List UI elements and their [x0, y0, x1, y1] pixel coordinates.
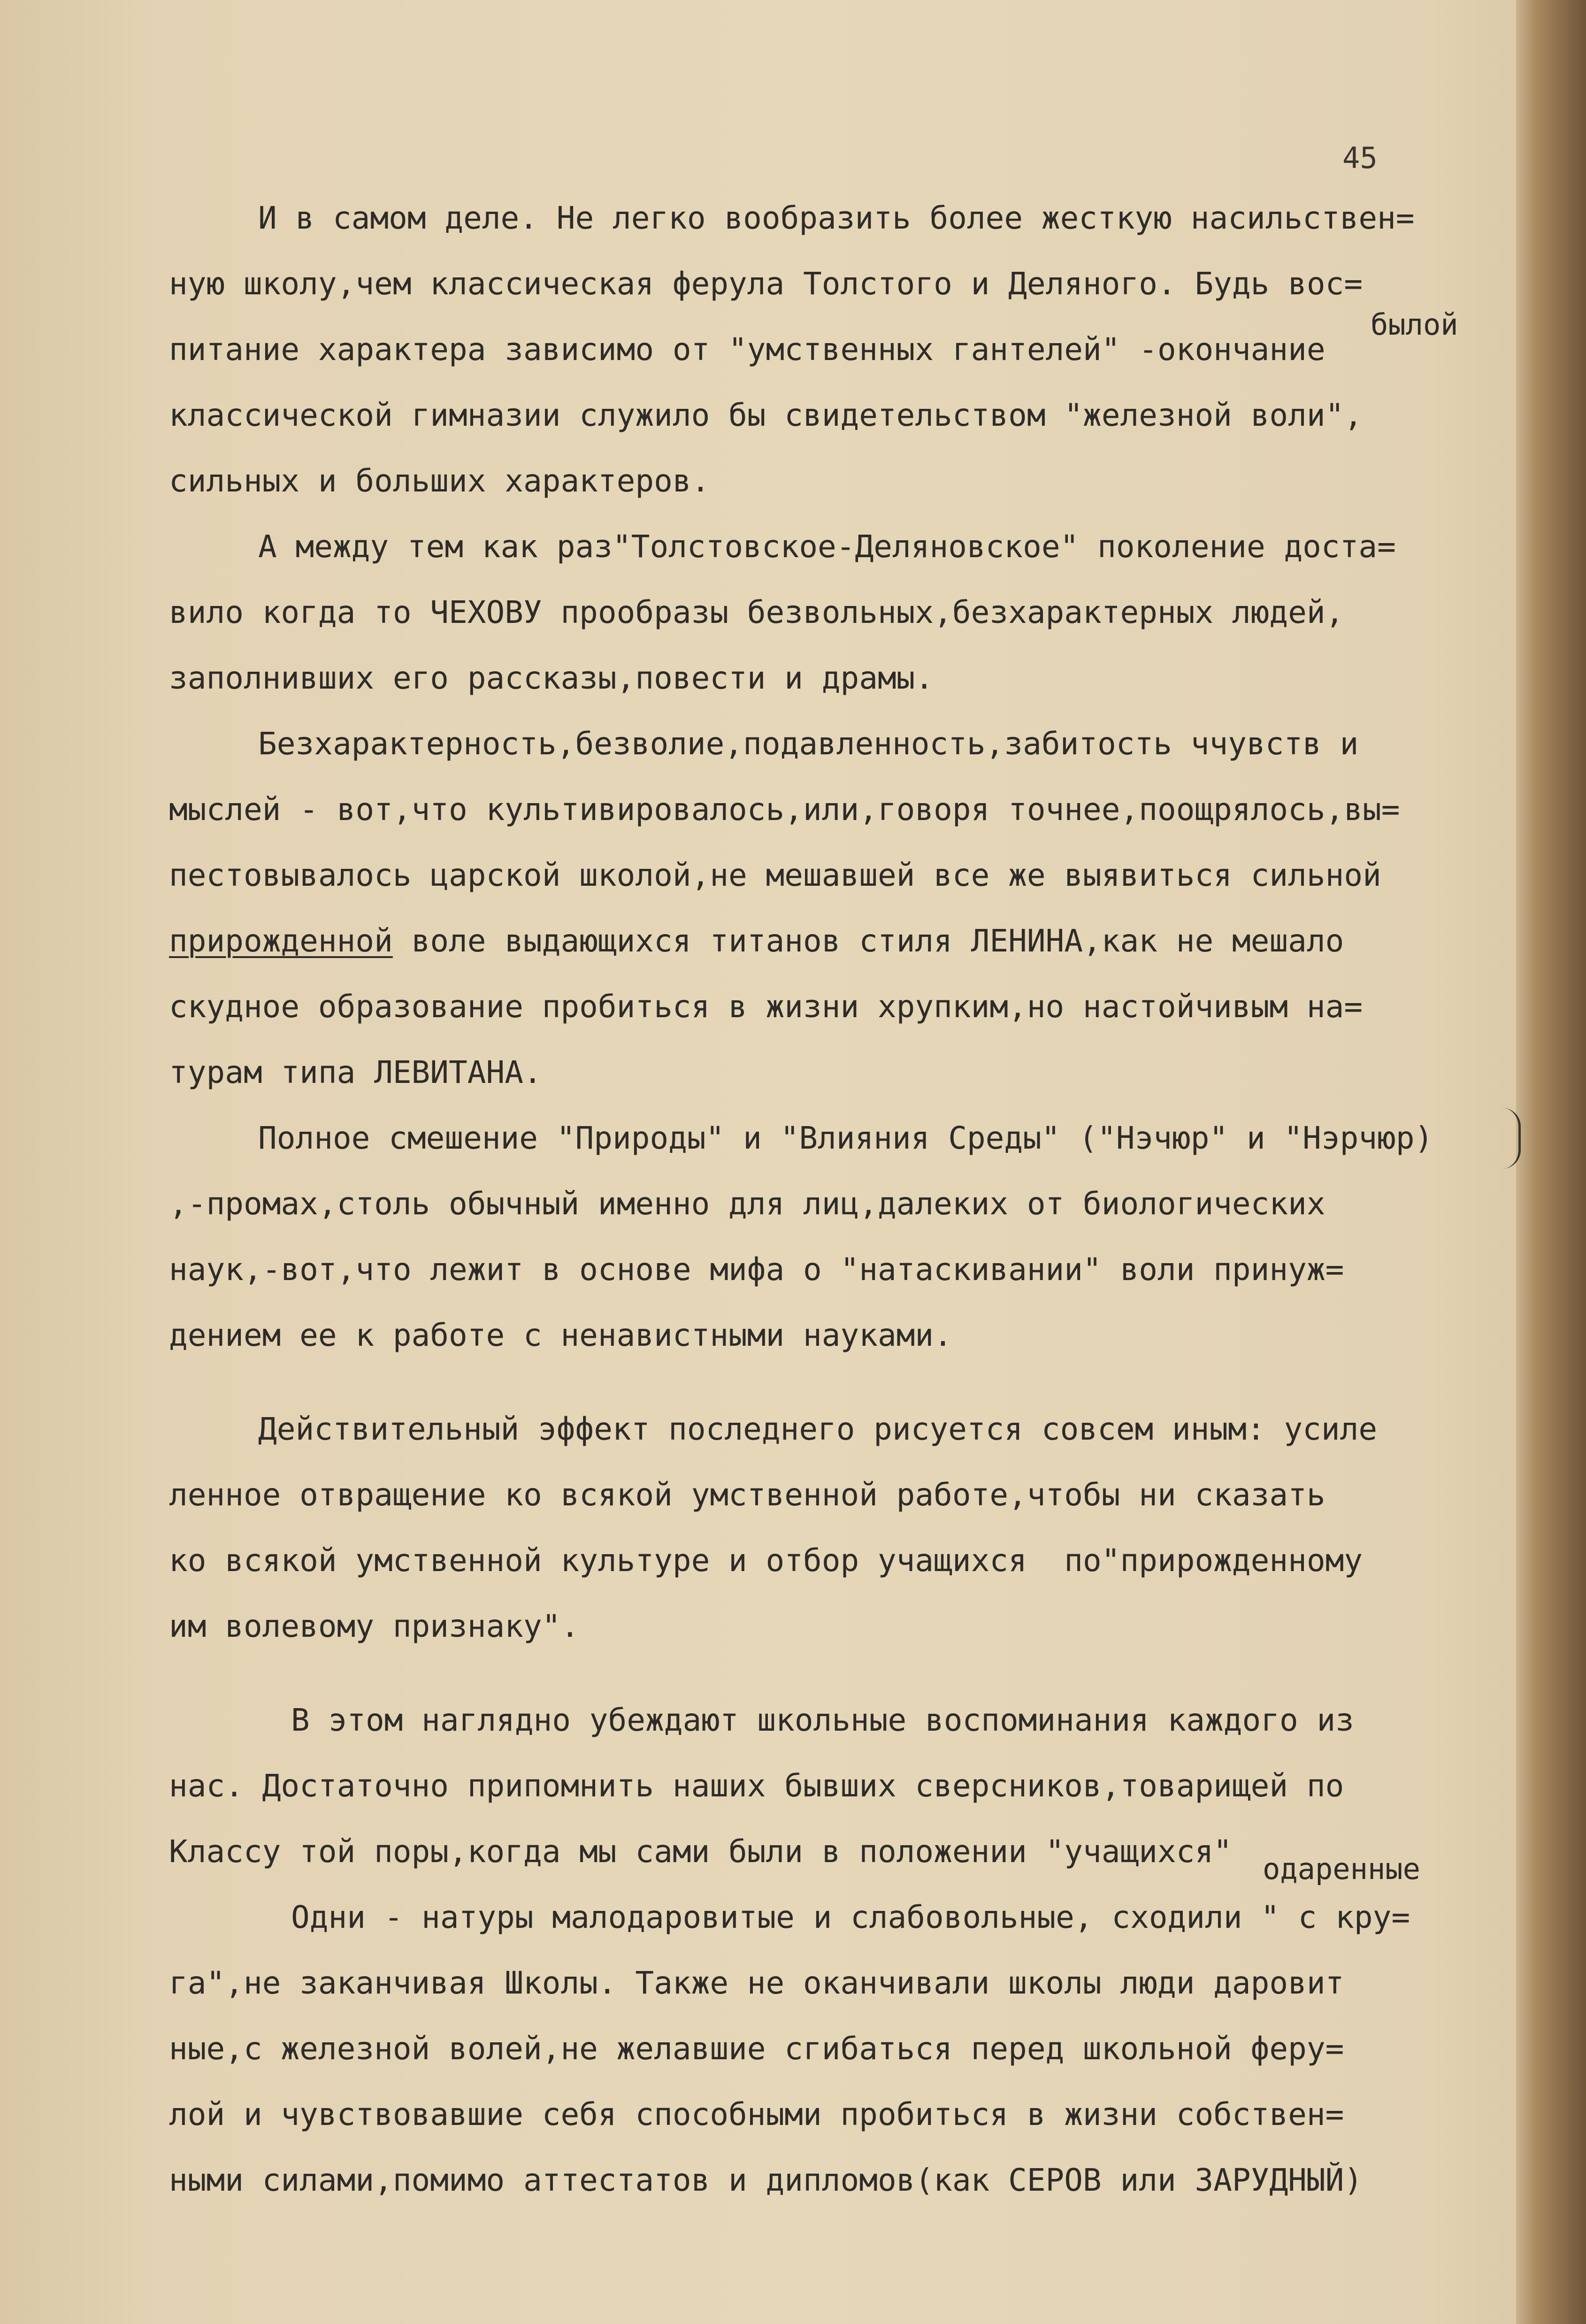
text-line: В этом наглядно убеждают школьные воспоминания каждого из: [291, 1702, 1354, 1738]
page-number: 45: [1342, 141, 1378, 175]
text-line: скудное образование пробиться в жизни хрупким,но настойчивым на=: [169, 989, 1363, 1025]
text-line: пестовывалось царской школой,не мешавшей все же выявиться сильной: [169, 857, 1381, 893]
text-line: Безхарактерность,безволие,подавленность,забитость ччувств и: [258, 726, 1359, 762]
text-line: вило когда то ЧЕХОВУ прообразы безвольных,безхарактерных людей,: [169, 594, 1344, 630]
text-line: ко всякой умственной культуре и отбор учащихся по"прирожденному: [169, 1542, 1363, 1579]
text-line: ,-промах,столь обычный именно для лиц,далеких от биологических: [169, 1186, 1325, 1222]
text-line: наук,-вот,что лежит в основе мифа о "натаскивании" воли принуж=: [169, 1251, 1344, 1288]
text-line: классической гимназии служило бы свидетельством "железной воли",: [169, 397, 1363, 433]
text-line: ные,с железной волей,не желавшие сгибаться перед школьной феру=: [169, 2031, 1344, 2067]
text-fragment: воле выдающихся титанов стиля ЛЕНИНА,как не мешало: [411, 923, 1344, 959]
text-line: И в самом деле. Не легко вообразить более жесткую насильствен=: [258, 200, 1415, 236]
typed-insert: одаренные: [1263, 1852, 1420, 1886]
underlined-word: прирожденной: [169, 923, 393, 959]
typed-text: [169, 185, 1540, 2213]
text-line: Действительный эффект последнего рисуется совсем иным: усиле: [258, 1411, 1378, 1447]
text-line: турам типа ЛЕВИТАНА.: [169, 1054, 542, 1090]
text-line: ную школу,чем классическая ферула Толстого и Деляного. Будь вос=: [169, 266, 1363, 302]
text-line: Полное смешение "Природы" и "Влияния Среды" ("Нэчюр" и "Нэрчюр): [258, 1120, 1433, 1156]
text-line: ленное отвращение ко всякой умственной работе,чтобы ни сказать: [169, 1477, 1325, 1513]
text-line: нас. Достаточно припомнить наших бывших сверсников,товарищей по: [169, 1768, 1344, 1804]
text-line: Классу той поры,когда мы сами были в положении "учащихся": [169, 1833, 1232, 1870]
text-line: Одни - натуры малодаровитые и слабовольные, сходили " с кру=: [291, 1899, 1410, 1935]
text-line: мыслей - вот,что культивировалось,или,говоря точнее,поощрялось,вы=: [169, 791, 1400, 828]
text-line: заполнивших его рассказы,повести и драмы.: [169, 660, 934, 696]
text-line: [169, 908, 1540, 974]
text-line: дением ее к работе с ненавистными науками.: [169, 1317, 952, 1353]
text-line: питание характера зависимо от "умственных гантелей" -окончание: [169, 331, 1325, 368]
handwritten-insert: былой: [1371, 307, 1458, 342]
text-line: сильных и больших характеров.: [169, 463, 710, 499]
text-line: ными силами,помимо аттестатов и дипломов(как СЕРОВ или ЗАРУДНЫЙ): [169, 2162, 1363, 2198]
text-line: им волевому признаку".: [169, 1608, 580, 1644]
text-line: га",не заканчивая Школы. Также не оканчивали школы люди даровит: [169, 1965, 1344, 2001]
text-line: лой и чувствовавшие себя способными пробиться в жизни собствен=: [169, 2096, 1344, 2132]
text-line: А между тем как раз"Толстовское-Деляновское" поколение доста=: [258, 529, 1396, 565]
